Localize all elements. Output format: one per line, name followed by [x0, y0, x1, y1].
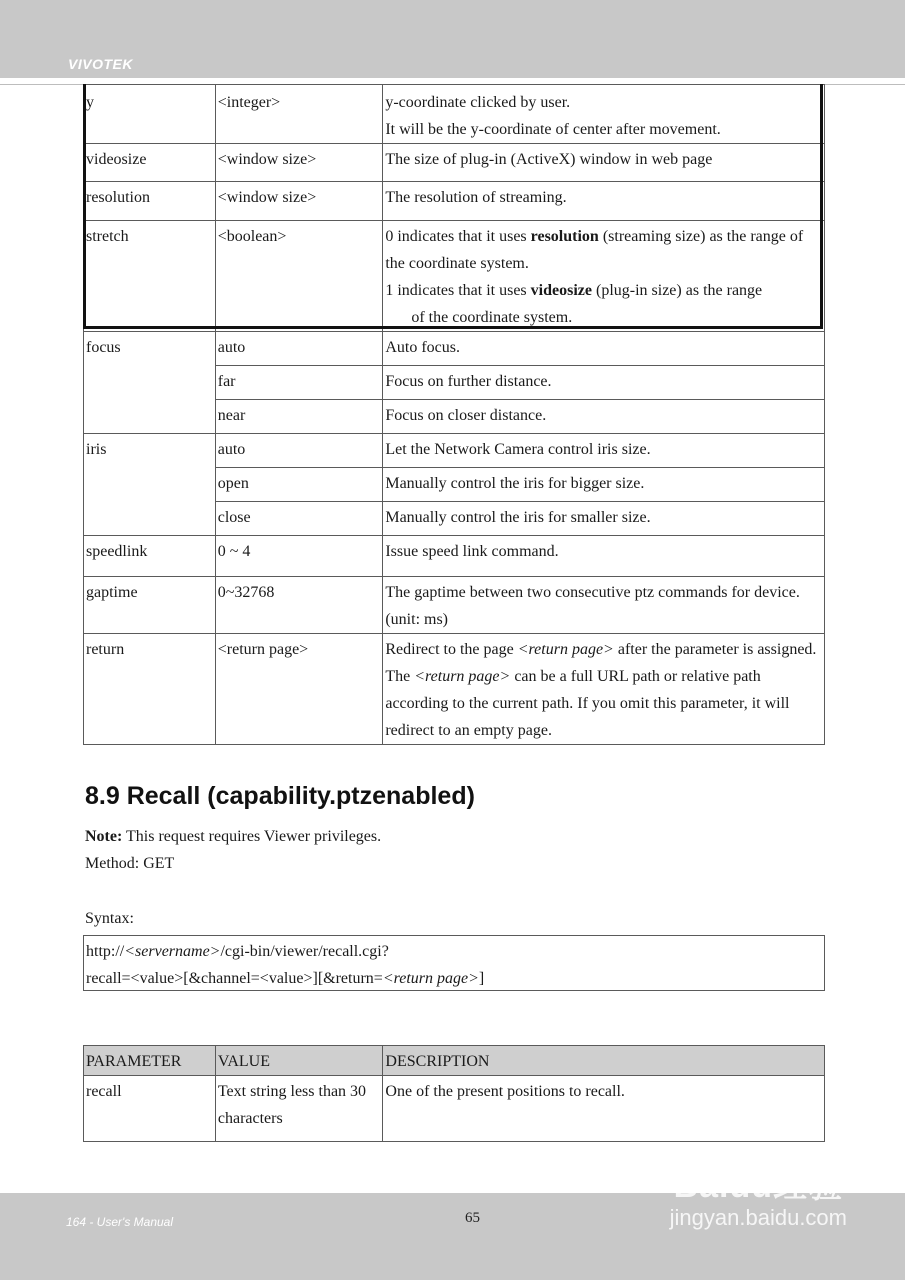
- table-row: [84, 536, 825, 577]
- value-cell: <integer>: [215, 85, 383, 144]
- desc-cell: The resolution of streaming.: [383, 182, 825, 221]
- syntax-text: recall=<value>[&channel=<value>][&return=: [86, 970, 383, 987]
- desc-cell: Focus on closer distance.: [383, 400, 825, 434]
- table-row: [84, 577, 825, 634]
- param-cell: speedlink: [84, 536, 216, 577]
- watermark-logo: Baidu经验: [673, 1167, 844, 1205]
- table-row: [84, 434, 825, 468]
- desc-text: 1 indicates that it uses: [385, 282, 531, 299]
- desc-text: 0 indicates that it uses: [385, 228, 531, 245]
- desc-bold: resolution: [530, 228, 599, 245]
- value-cell: auto: [215, 332, 383, 366]
- param-cell: return: [84, 634, 216, 745]
- desc-cell: One of the present positions to recall.: [383, 1076, 825, 1142]
- desc-bold: videosize: [530, 282, 592, 299]
- syntax-italic: <return page>: [382, 970, 479, 987]
- brand-logo: VIVOTEK: [68, 56, 133, 72]
- value-cell: <return page>: [215, 634, 383, 745]
- syntax-label: Syntax:: [85, 910, 134, 927]
- table-row: [84, 221, 825, 332]
- desc-cell: Manually control the iris for bigger size.: [383, 468, 825, 502]
- value-cell: <boolean>: [215, 221, 383, 332]
- footer-manual-label: 164 - User's Manual: [66, 1215, 174, 1229]
- param-cell: gaptime: [84, 577, 216, 634]
- table-row: [84, 85, 825, 144]
- desc-text: after the parameter is assigned. The: [385, 641, 817, 685]
- method-line: Method: GET: [85, 855, 175, 872]
- value-cell: far: [215, 366, 383, 400]
- ptz-parameter-table: [83, 84, 825, 745]
- table-row: [84, 182, 825, 221]
- table-row: [84, 1076, 825, 1142]
- param-cell: iris: [84, 434, 216, 536]
- desc-text: (streaming size) as the range of the coordinate system.: [385, 228, 804, 272]
- desc-cell: Focus on further distance.: [383, 366, 825, 400]
- desc-italic: <return page>: [414, 668, 511, 685]
- watermark: [670, 1158, 847, 1231]
- syntax-text: /cgi-bin/viewer/recall.cgi?: [220, 943, 389, 960]
- column-header: VALUE: [215, 1046, 383, 1076]
- value-cell: 0 ~ 4: [215, 536, 383, 577]
- desc-cell: [383, 634, 825, 745]
- value-cell: <window size>: [215, 144, 383, 182]
- desc-text: (plug-in size) as the range: [591, 282, 763, 299]
- value-cell: <window size>: [215, 182, 383, 221]
- desc-cell: Manually control the iris for smaller size.: [383, 502, 825, 536]
- page-number: 65: [465, 1210, 480, 1226]
- table-row: [84, 634, 825, 745]
- desc-cell: The size of plug-in (ActiveX) window in web page: [383, 144, 825, 182]
- desc-cell: The gaptime between two consecutive ptz commands for device. (unit: ms): [383, 577, 825, 634]
- desc-cell: [383, 85, 825, 144]
- value-cell: Text string less than 30 characters: [215, 1076, 383, 1142]
- param-cell: videosize: [84, 144, 216, 182]
- note-line: [85, 828, 381, 846]
- desc-cell: Let the Network Camera control iris size.: [383, 434, 825, 468]
- param-cell: resolution: [84, 182, 216, 221]
- syntax-italic: <servername>: [124, 943, 221, 960]
- page-header-band: [0, 0, 905, 78]
- param-cell: focus: [84, 332, 216, 434]
- desc-cell: Issue speed link command.: [383, 536, 825, 577]
- value-cell: auto: [215, 434, 383, 468]
- param-cell: recall: [84, 1076, 216, 1142]
- desc-text: Redirect to the page: [385, 641, 518, 658]
- syntax-text: ]: [478, 970, 485, 987]
- table-header-row: [84, 1046, 825, 1076]
- desc-cell: Auto focus.: [383, 332, 825, 366]
- value-cell: 0~32768: [215, 577, 383, 634]
- value-cell: open: [215, 468, 383, 502]
- value-cell: close: [215, 502, 383, 536]
- note-label: Note:: [85, 828, 123, 845]
- syntax-text: http://: [86, 943, 125, 960]
- param-cell: y: [84, 85, 216, 144]
- desc-cell: [383, 221, 825, 332]
- desc-italic: <return page>: [517, 641, 614, 658]
- syntax-box: [83, 935, 825, 991]
- param-cell: stretch: [84, 221, 216, 332]
- watermark-url: jingyan.baidu.com: [669, 1205, 847, 1230]
- column-header: PARAMETER: [84, 1046, 216, 1076]
- desc-line: It will be the y-coordinate of center after movement.: [385, 121, 721, 138]
- column-header: DESCRIPTION: [383, 1046, 825, 1076]
- desc-line: y-coordinate clicked by user.: [385, 94, 571, 111]
- section-title: 8.9 Recall (capability.ptzenabled): [85, 782, 475, 810]
- table-row: [84, 332, 825, 366]
- desc-text: of the coordinate system.: [411, 309, 573, 326]
- desc-text: can be a full URL path or relative path according to the current path. If you omit this parameter, it will redirect to an empty page.: [385, 668, 790, 739]
- recall-parameter-table: [83, 1045, 825, 1142]
- value-cell: near: [215, 400, 383, 434]
- note-text: This request requires Viewer privileges.: [122, 828, 382, 845]
- table-row: [84, 144, 825, 182]
